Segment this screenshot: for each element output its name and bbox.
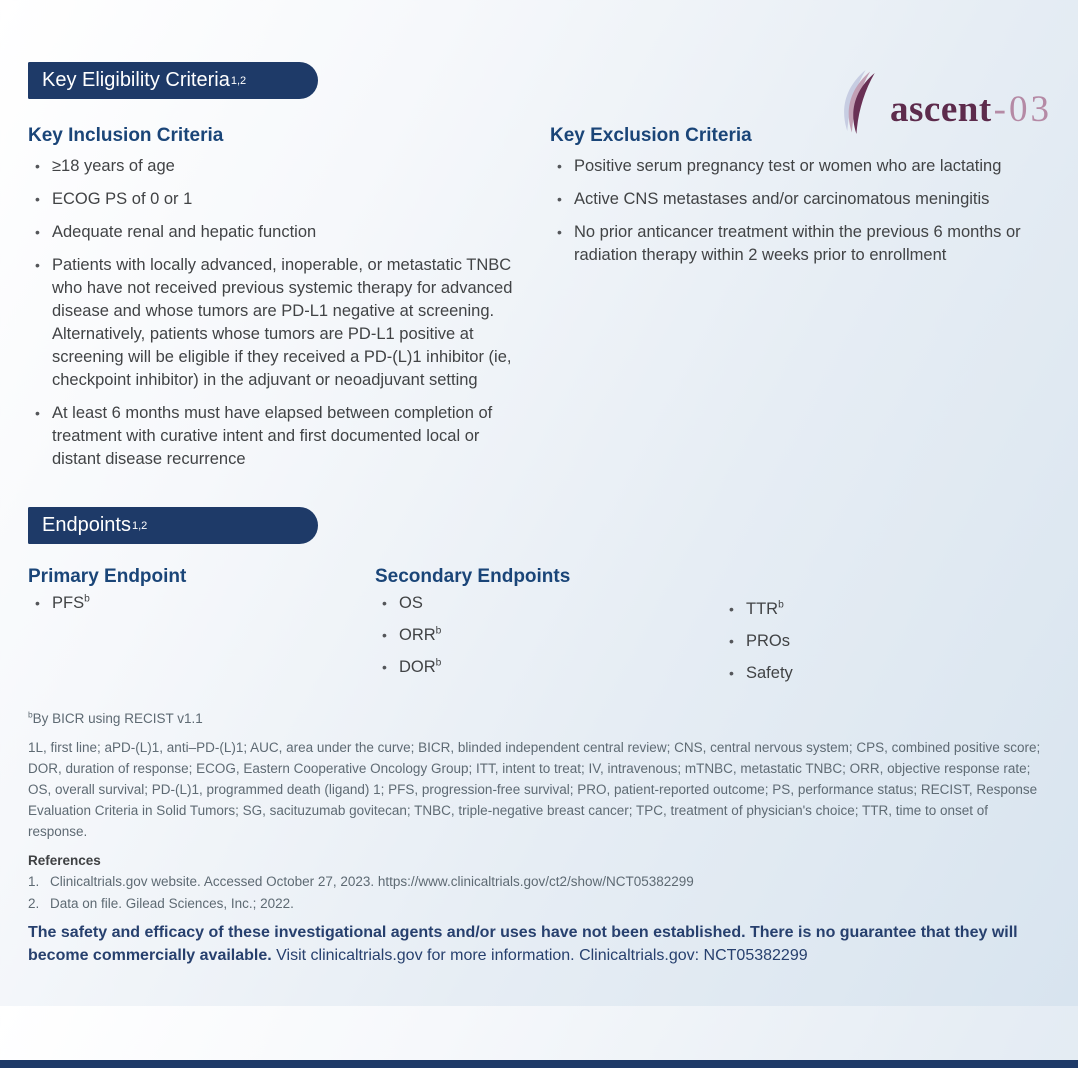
primary-endpoint-column <box>28 566 375 694</box>
exclusion-item: • Positive serum pregnancy test or women who are lactating <box>550 155 1050 178</box>
swoosh-flame-icon <box>836 70 886 134</box>
secondary-endpoints-heading: Secondary Endpoints <box>375 566 571 587</box>
footnote-bicr-text: By BICR using RECIST v1.1 <box>32 711 203 726</box>
references-heading: References <box>28 853 101 868</box>
tertiary-endpoints-spacer <box>722 566 1048 598</box>
exclusion-column <box>550 125 1050 481</box>
section-header-endpoints-label: Endpoints <box>42 514 131 536</box>
endpoint-item: • DOR$^b$ <box>375 656 722 679</box>
logo-suffix: -03 <box>993 88 1052 130</box>
secondary-endpoints-list <box>375 592 722 679</box>
inclusion-column <box>28 125 520 481</box>
tertiary-endpoints-column <box>722 566 1048 694</box>
inclusion-item: • ≥18 years of age <box>28 155 520 178</box>
reference-number: 1. <box>28 874 40 889</box>
endpoint-item: • PROs <box>722 630 1048 653</box>
secondary-endpoints-column <box>375 566 722 694</box>
inclusion-heading: Key Inclusion Criteria <box>28 125 224 146</box>
section-header-eligibility-label: Key Eligibility Criteria <box>42 69 230 91</box>
exclusion-heading: Key Exclusion Criteria <box>550 125 752 146</box>
abbreviations: 1L, first line; aPD-(L)1, anti–PD-(L)1; AUC, area under the curve; BICR, blinded independent central review; CNS, central nervous system; CPS, combined positive score; DOR, duration of response; ECOG, Eastern Cooperative Oncology Group; ITT, intent to treat; IV, intravenous; mTNBC, metastatic TNBC; ORR, objective response rate; OS, overall survival; PD-(L)1, programmed death (ligand) 1; PFS, progression-free survival; PRO, patient-reported outcome; PS, performance status; RECIST, Response Evaluation Criteria in Solid Tumors; SG, sacituzumab govitecan; TNBC, triple-negative breast cancer; TPC, treatment of physician's choice; TTR, time to onset of response. <box>28 740 1041 839</box>
exclusion-item: • No prior anticancer treatment within the previous 6 months or radiation therapy within 2 weeks prior to enrollment <box>550 221 1050 267</box>
endpoint-item: • TTR$^b$ <box>722 598 1048 621</box>
ascent-03-logo <box>836 70 1052 134</box>
footnote-bicr <box>28 708 1048 729</box>
exclusion-item: • Active CNS metastases and/or carcinomatous meningitis <box>550 188 1050 211</box>
logo-name: ascent <box>890 88 992 130</box>
reference-item <box>28 871 1048 893</box>
section-header-endpoints: Endpoints 1,2 <box>28 507 318 544</box>
tertiary-endpoints-list <box>722 598 1048 685</box>
references <box>28 850 1048 915</box>
criteria-columns <box>28 125 1048 481</box>
reference-item <box>28 893 1048 915</box>
section-header-eligibility: Key Eligibility Criteria 1,2 <box>28 62 318 99</box>
exclusion-list <box>550 155 1050 267</box>
inclusion-item: • At least 6 months must have elapsed between completion of treatment with curative intent and first documented local or distant disease recurrence <box>28 402 520 471</box>
reference-number: 2. <box>28 896 40 911</box>
endpoint-item: • OS <box>375 592 722 615</box>
inclusion-item: • ECOG PS of 0 or 1 <box>28 188 520 211</box>
primary-endpoint-list <box>28 592 375 615</box>
reference-text: Clinicaltrials.gov website. Accessed October 27, 2023. https://www.clinicaltrials.gov/ct2/show/NCT05382299 <box>50 874 694 889</box>
page <box>0 62 1078 1068</box>
disclaimer-regular: Visit clinicaltrials.gov for more information. Clinicaltrials.gov: NCT05382299 <box>276 947 808 964</box>
endpoints-columns <box>28 566 1048 694</box>
disclaimer <box>28 921 1048 967</box>
inclusion-list <box>28 155 520 471</box>
bottom-bar <box>0 1060 1078 1068</box>
inclusion-item: • Patients with locally advanced, inoperable, or metastatic TNBC who have not received previous systemic therapy for advanced disease and whose tumors are PD-L1 negative at screening. Alternatively, patients whose tumors are PD-L1 positive at screening will be eligible if they received a PD-(L)1 inhibitor (ie, checkpoint inhibitor) in the adjuvant or neoadjuvant setting <box>28 254 520 392</box>
logo-text <box>890 88 1052 131</box>
footnote-bicr-sup: b <box>28 709 33 720</box>
reference-text: Data on file. Gilead Sciences, Inc.; 2022. <box>50 896 294 911</box>
endpoint-item: • PFS$^b$ <box>28 592 375 615</box>
endpoint-item: • Safety <box>722 662 1048 685</box>
disclaimer-bold: The safety and efficacy of these investigational agents and/or uses have not been established. There is no guarantee that they will become commercially available. <box>28 924 1018 964</box>
inclusion-item: • Adequate renal and hepatic function <box>28 221 520 244</box>
primary-endpoint-heading: Primary Endpoint <box>28 566 187 587</box>
endpoint-item: • ORR$^b$ <box>375 624 722 647</box>
